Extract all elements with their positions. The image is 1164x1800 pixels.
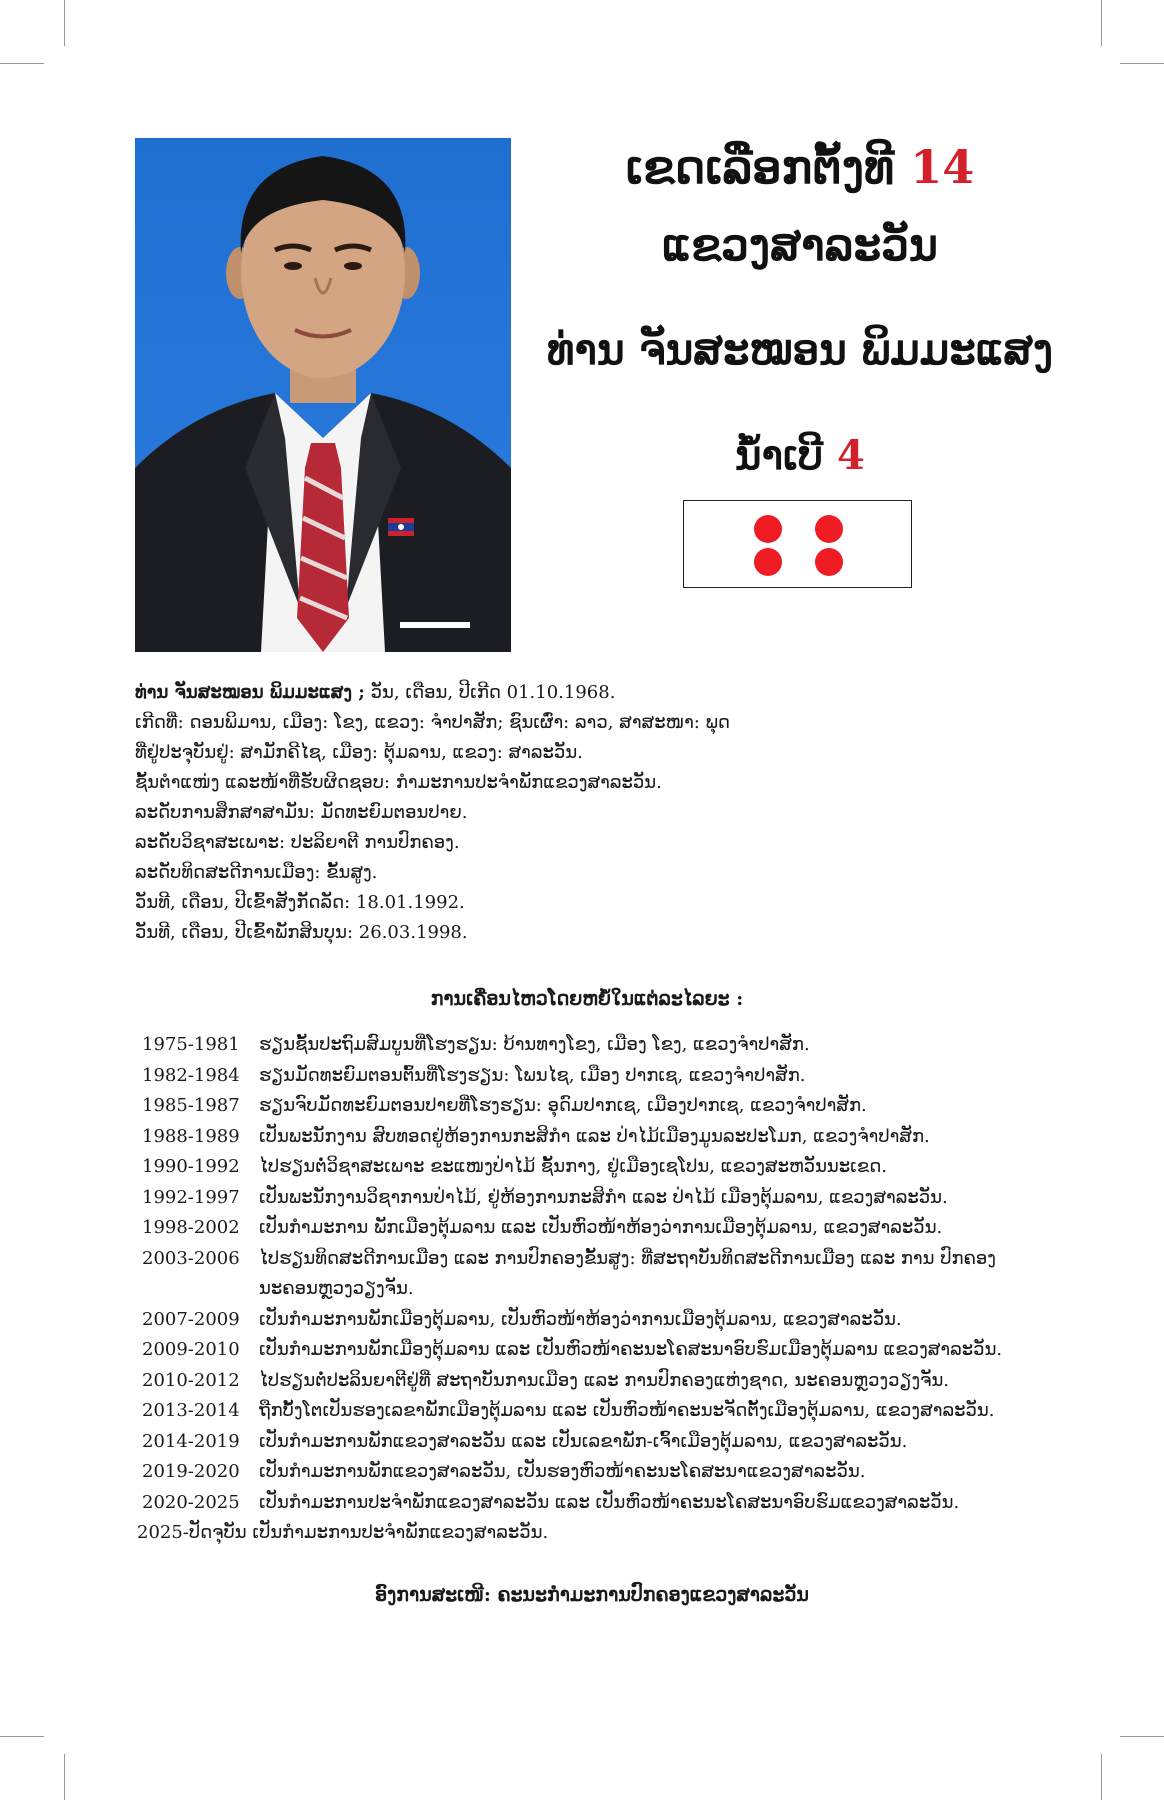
timeline-row: 2014-2019 ເປັນກຳມະການພັກແຂວງສາລະວັນ ແລະ ເປັນເລຂາພັກ-ເຈົ້າເມືອງຕຸ້ມລານ, ແຂວງສາລະວັນ. (142, 1430, 908, 1452)
timeline-row: 2007-2009 ເປັນກຳມະການພັກເມືອງຕຸ້ມລານ, ເປັນຫົວໜ້າຫ້ອງວ່າການເມືອງຕຸ້ມລານ, ແຂວງສາລະວັນ. (142, 1308, 902, 1330)
ballot-number-heading (520, 432, 1080, 479)
timeline-row: 1975-1981 ຮຽນຊັ້ນປະຖົມສົມບູນທີ່ໂຮງຮຽນ: ບ້ານທາງໂຂງ, ເມືອງ ໂຂງ, ແຂວງຈຳປາສັກ. (142, 1034, 810, 1055)
province-heading: ແຂວງສາລະວັນ (662, 220, 938, 271)
timeline-row: 2003-2006 ໄປຮຽນທິດສະດີການເມືອງ ແລະ ການປົກຄອງຂັ້ນສູງ: ທີ່ສະຖາບັນທິດສະດີການເມືອງ ແລະ ການ ປົກຄອງນະຄອນຫຼວງວຽງຈັນ. (142, 1247, 996, 1299)
timeline-row: 2019-2020 ເປັນກຳມະການພັກແຂວງສາລະວັນ, ເປັນຮອງຫົວໜ້າຄະນະໂຄສະນາແຂວງສາລະວັນ. (142, 1461, 866, 1482)
timeline-current-row: 2025-ປັດຈຸບັນ ເປັນກຳມະການປະຈຳພັກແຂວງສາລະວັນ. (137, 1522, 549, 1543)
timeline-row: 1998-2002 ເປັນກຳມະການ ພັກເມືອງຕຸ້ມລານ ແລະ ເປັນຫົວໜ້າຫ້ອງວ່າການເມືອງຕຸ້ມລານ, ແຂວງສາລະວັນ. (142, 1217, 943, 1238)
bio-line: ຊັ້ນຕຳແໜ່ງ ແລະໜ້າທີ່ຮັບຜິດຊອບ: ກຳມະການປະຈຳພັກແຂວງສາລະວັນ. (135, 772, 662, 793)
timeline-row: 1992-1997 ເປັນພະນັກງານວິຊາການປ່າໄມ້, ຢູ່ຫ້ອງການກະສິກຳ ແລະ ປ່າໄມ້ ເມືອງຕຸ້ມລານ, ແຂວງສາລະວັນ. (142, 1186, 948, 1208)
crop-mark-top-right-h (1120, 63, 1164, 64)
constituency-heading (520, 140, 1080, 194)
ballot-label: ນໍ້າເບີ (735, 432, 824, 479)
ballot-dot-icon (754, 515, 782, 543)
crop-mark-top-left-v (64, 0, 65, 46)
timeline-row: 1985-1987 ຮຽນຈົບມັດທະຍົມຕອນປາຍທີ່ໂຮງຮຽນ: ອຸດົມປາກເຊ, ເມືອງປາກເຊ, ແຂວງຈຳປາສັກ. (142, 1095, 867, 1116)
timeline-row: 1990-1992 ໄປຮຽນຕໍ່ວິຊາສະເພາະ ຂະແໜງປ່າໄມ້ ຊັ້ນກາງ, ຢູ່ເມືອງເຊໂປນ, ແຂວງສະຫວັນນະເຂດ. (142, 1156, 887, 1177)
crop-mark-bottom-right-h (1120, 1736, 1164, 1737)
timeline-row: 2013-2014 ຖືກບັ້ງໂຕເປັນຮອງເລຂາພັກເມືອງຕຸ້ມລານ ແລະ ເປັນຫົວໜ້າຄະນະຈັດຕັ້ງເມືອງຕຸ້ມລານ, ແຂວງສາລະວັນ. (142, 1400, 995, 1421)
bio-line: ທ່ານ ຈັນສະໝອນ ພິມມະແສງ ; ວັນ, ເດືອນ, ປີເກີດ 01.10.1968. (135, 682, 616, 703)
bio-line: ວັນທີ, ເດືອນ, ປີເຂົ້າພັກສິນບຸນ: 26.03.1998. (135, 922, 468, 943)
ballot-number: 4 (837, 432, 865, 479)
nominating-organization: ອົງການສະເໜີ: ຄະນະກຳມະການປົກຄອງແຂວງສາລະວັນ (375, 1584, 809, 1606)
candidate-biography (135, 678, 1035, 948)
bio-line: ເກີດທີ່: ດອນພິມານ, ເມືອງ: ໂຂງ, ແຂວງ: ຈຳປາສັກ; ຊົນເຜົ່າ: ລາວ, ສາສະໜາ: ພຸດ (135, 712, 730, 733)
crop-mark-bottom-right-v (1101, 1754, 1102, 1800)
ballot-dot-icon (815, 548, 843, 576)
bio-name: ທ່ານ ຈັນສະໝອນ ພິມມະແສງ ; (135, 682, 365, 703)
career-section-title: ການເຄື່ອນໄຫວໂດຍຫຍໍ້ໃນແຕ່ລະໄລຍະ : (430, 988, 744, 1010)
timeline-row: 2009-2010 ເປັນກຳມະການພັກເມືອງຕຸ້ມລານ ແລະ ເປັນຫົວໜ້າຄະນະໂຄສະນາອົບຮົມເມືອງຕຸ້ມລານ ແຂວງສາລະວັນ. (142, 1339, 1003, 1360)
constituency-number: 14 (910, 140, 975, 194)
portrait-illustration (135, 138, 511, 652)
bio-line: ລະດັບທິດສະດີການເມືອງ: ຂັ້ນສູງ. (135, 862, 378, 883)
candidate-name-heading: ທ່ານ ຈັນສະໝອນ ພິມມະແສງ (546, 325, 1054, 374)
timeline-row: 1988-1989 ເປັນພະນັກງານ ສົບທອດຢູ່ຫ້ອງການກະສິກຳ ແລະ ປ່າໄມ້ເມືອງມູນລະປະໂມກ, ແຂວງຈຳປາສັກ. (142, 1125, 930, 1147)
ballot-symbol-box (683, 500, 912, 588)
timeline-row: 2020-2025 ເປັນກຳມະການປະຈຳພັກແຂວງສາລະວັນ ແລະ ເປັນຫົວໜ້າຄະນະໂຄສະນາອົບຮົມແຂວງສາລະວັນ. (142, 1491, 960, 1513)
timeline-row: 2010-2012 ໄປຮຽນຕໍ່ປະລິນຍາຕີຢູ່ທີ່ ສະຖາບັນການເມືອງ ແລະ ການປົກຄອງແຫ່ງຊາດ, ນະຄອນຫຼວງວຽງຈັນ. (142, 1369, 950, 1391)
crop-mark-bottom-left-h (0, 1736, 44, 1737)
bio-line: ລະດັບການສຶກສາສາມັນ: ມັດທະຍົມຕອນປາຍ. (135, 802, 468, 823)
constituency-label: ເຂດເລືອກຕັ້ງທີ (625, 140, 895, 194)
ballot-dot-icon (754, 548, 782, 576)
timeline-row: 1982-1984 ຮຽນມັດທະຍົມຕອນຕົ້ນທີ່ໂຮງຮຽນ: ໂພນໄຊ, ເມືອງ ປາກເຊ, ແຂວງຈຳປາສັກ. (142, 1064, 806, 1086)
career-timeline (137, 1030, 1042, 1549)
crop-mark-top-right-v (1101, 0, 1102, 46)
bio-line: ທີ່ຢູ່ປະຈຸບັນຢູ່: ສາມັກຄີໄຊ, ເມືອງ: ຕຸ້ມລານ, ແຂວງ: ສາລະວັນ. (135, 742, 583, 763)
crop-mark-bottom-left-v (64, 1754, 65, 1800)
bio-line: ລະດັບວິຊາສະເພາະ: ປະລິຍາຕີ ການປົກຄອງ. (135, 832, 460, 853)
bio-line: ວັນທີ, ເດືອນ, ປີເຂົ້າສັງກັດລັດ: 18.01.1992. (135, 892, 465, 913)
ballot-dot-icon (815, 515, 843, 543)
candidate-portrait-photo (135, 138, 511, 652)
crop-mark-top-left-h (0, 63, 44, 64)
